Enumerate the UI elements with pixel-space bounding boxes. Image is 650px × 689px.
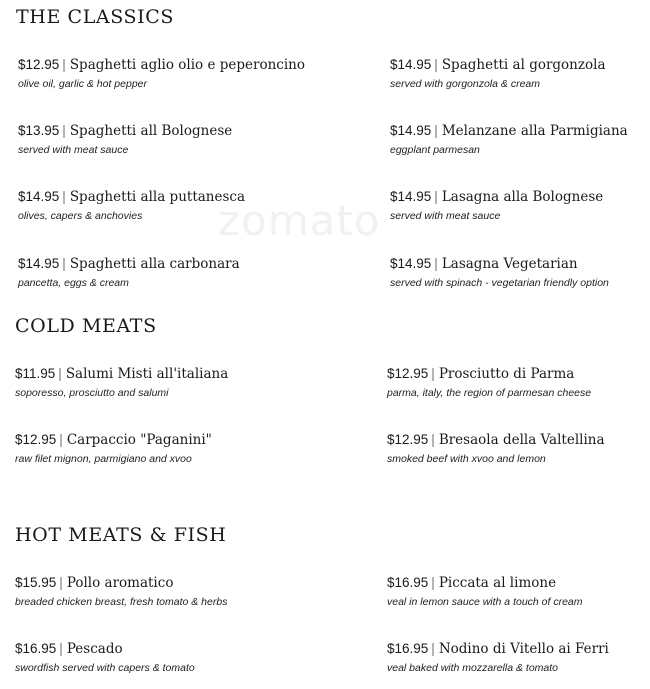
- item-description: served with gorgonzola & cream: [390, 78, 540, 90]
- section-title-cold-meats: COLD MEATS: [15, 315, 157, 337]
- item-price: $16.95: [387, 575, 429, 590]
- separator: |: [431, 432, 435, 447]
- item-price: $13.95: [18, 123, 60, 138]
- separator: |: [434, 189, 438, 204]
- item-name: Carpaccio "Paganini": [66, 432, 212, 448]
- item-price: $14.95: [390, 57, 432, 72]
- item-description: olive oil, garlic & hot pepper: [18, 78, 147, 90]
- menu-item: [390, 255, 609, 290]
- item-name: Spaghetti alla carbonara: [69, 256, 240, 272]
- item-name: Lasagna alla Bolognese: [441, 189, 604, 205]
- separator: |: [59, 575, 63, 590]
- item-name: Lasagna Vegetarian: [441, 256, 578, 272]
- item-name: Spaghetti al gorgonzola: [441, 57, 606, 73]
- separator: |: [434, 57, 438, 72]
- item-price: $12.95: [387, 366, 429, 381]
- item-description: breaded chicken breast, fresh tomato & herbs: [15, 596, 228, 608]
- item-name: Spaghetti alla puttanesca: [69, 189, 246, 205]
- menu-item: [387, 640, 609, 675]
- item-name: Bresaola della Valtellina: [438, 432, 605, 448]
- menu-item: [15, 365, 228, 400]
- separator: |: [59, 641, 63, 656]
- menu-item: [387, 365, 591, 400]
- item-price: $14.95: [18, 256, 60, 271]
- menu-item: [15, 574, 227, 609]
- item-name: Spaghetti aglio olio e peperoncino: [69, 57, 305, 73]
- item-price: $14.95: [390, 123, 432, 138]
- item-name: Salumi Misti all'italiana: [65, 366, 229, 382]
- item-name: Nodino di Vitello ai Ferri: [438, 641, 609, 657]
- separator: |: [62, 189, 66, 204]
- watermark-logo: zomato: [218, 196, 381, 245]
- separator: |: [59, 432, 63, 447]
- separator: |: [431, 575, 435, 590]
- item-price: $16.95: [15, 641, 57, 656]
- item-description: served with meat sauce: [18, 144, 129, 156]
- separator: |: [62, 57, 66, 72]
- menu-item: [390, 122, 628, 157]
- item-name: Melanzane alla Parmigiana: [441, 123, 628, 139]
- item-price: $12.95: [15, 432, 57, 447]
- item-name: Prosciutto di Parma: [438, 366, 575, 382]
- item-name: Piccata al limone: [438, 575, 557, 591]
- item-description: eggplant parmesan: [390, 144, 480, 156]
- menu-item: [18, 122, 232, 157]
- separator: |: [431, 641, 435, 656]
- item-name: Pescado: [66, 641, 123, 657]
- item-price: $14.95: [390, 189, 432, 204]
- menu-item: [15, 640, 195, 675]
- separator: |: [431, 366, 435, 381]
- item-price: $11.95: [15, 366, 56, 381]
- item-description: olives, capers & anchovies: [18, 210, 143, 222]
- item-description: smoked beef with xvoo and lemon: [387, 453, 546, 465]
- menu-item: [390, 56, 606, 91]
- item-description: parma, italy, the region of parmesan cheese: [387, 387, 592, 399]
- item-description: pancetta, eggs & cream: [18, 277, 129, 289]
- separator: |: [434, 256, 438, 271]
- section-title-hot-meats-fish: HOT MEATS & FISH: [15, 524, 227, 546]
- item-description: veal baked with mozzarella & tomato: [387, 662, 558, 674]
- item-price: $12.95: [387, 432, 429, 447]
- item-description: veal in lemon sauce with a touch of cream: [387, 596, 583, 608]
- item-description: raw filet mignon, parmigiano and xvoo: [15, 453, 192, 465]
- menu-item: [18, 188, 245, 223]
- menu-item: [18, 255, 240, 290]
- separator: |: [62, 256, 66, 271]
- item-price: $14.95: [18, 189, 60, 204]
- item-name: Spaghetti all Bolognese: [69, 123, 233, 139]
- item-description: soporesso, prosciutto and salumi: [15, 387, 169, 399]
- section-title-classics: THE CLASSICS: [16, 6, 174, 28]
- item-price: $16.95: [387, 641, 429, 656]
- separator: |: [58, 366, 62, 381]
- item-description: served with spinach - vegetarian friendly option: [390, 277, 609, 289]
- item-price: $12.95: [18, 57, 60, 72]
- item-description: served with meat sauce: [390, 210, 501, 222]
- separator: |: [434, 123, 438, 138]
- item-price: $15.95: [15, 575, 57, 590]
- item-price: $14.95: [390, 256, 432, 271]
- item-name: Pollo aromatico: [66, 575, 174, 591]
- separator: |: [62, 123, 66, 138]
- menu-item: [387, 574, 583, 609]
- menu-item: [15, 431, 212, 466]
- item-description: swordfish served with capers & tomato: [15, 662, 195, 674]
- menu-item: [390, 188, 603, 223]
- menu-item: [18, 56, 305, 91]
- menu-item: [387, 431, 605, 466]
